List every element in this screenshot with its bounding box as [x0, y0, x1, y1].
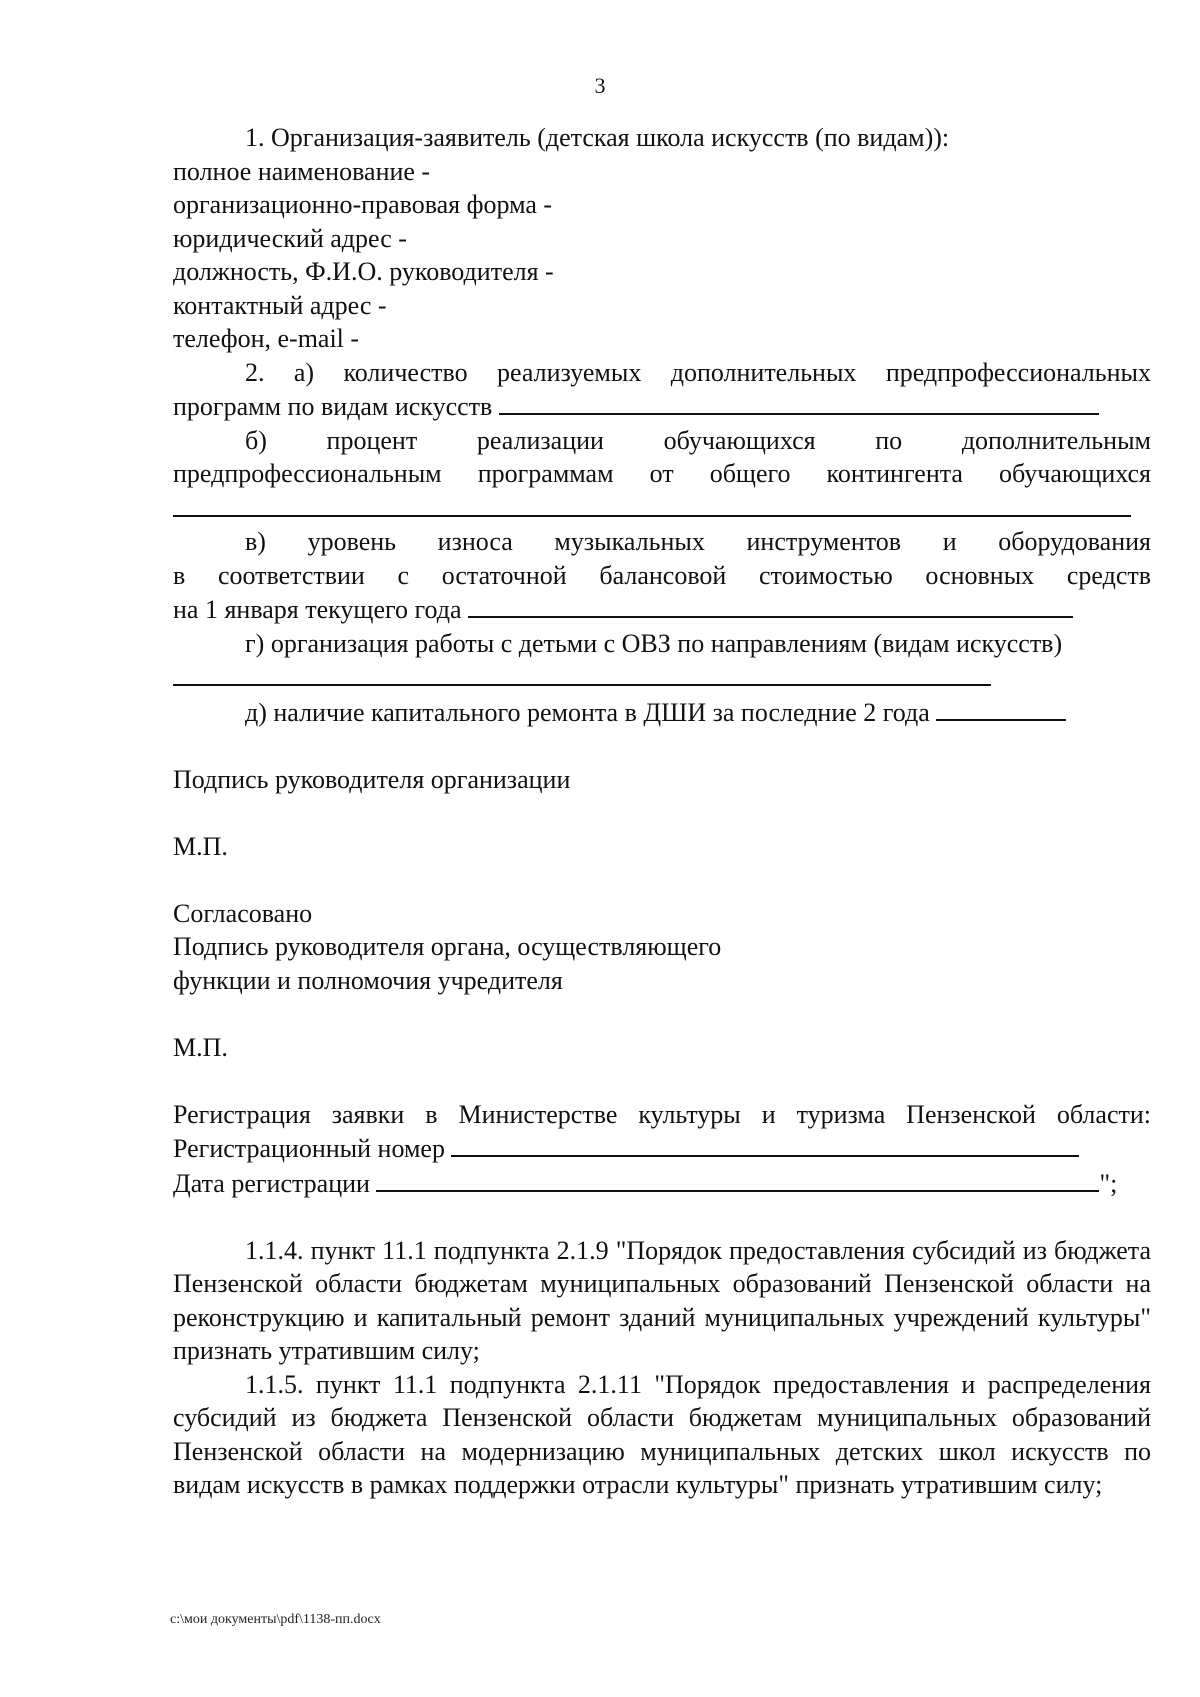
agreed-label: Согласовано	[173, 898, 313, 928]
field-contact-address: контактный адрес -	[173, 290, 387, 320]
item-v-label: на 1 января текущего года	[173, 595, 462, 624]
registration-number-label: Регистрационный номер	[173, 1134, 445, 1163]
founder-signature-line2: функции и полномочия учредителя	[173, 965, 563, 995]
item-v-line3	[173, 592, 1151, 627]
amendment-1-1-4: 1.1.4. пункт 11.1 подпункта 2.1.9 "Порядок предоставления субсидий из бюджета Пензенской области бюджетам муниципальных образований Пензенской области на реконструкцию и капитальный ремонт зданий муниципальных учреждений культуры" признать утратившим силу;	[173, 1235, 1151, 1365]
registration-number-line	[451, 1131, 1079, 1157]
field-phone-email: телефон, e-mail -	[173, 324, 360, 353]
document-body	[173, 121, 1151, 1502]
item-g-line2	[173, 660, 1151, 695]
page-number: 3	[594, 73, 606, 98]
field-legal-form: организационно-правовая форма -	[173, 190, 553, 219]
registration-date-row	[173, 1166, 1151, 1201]
item-a-blank-line	[499, 389, 1099, 415]
item-d-label: д) наличие капитального ремонта в ДШИ за последние 2 года	[245, 697, 930, 727]
item-a-label: программ по видам искусств	[173, 392, 493, 421]
item-b-blank-line	[173, 491, 1131, 517]
item-d-blank-line	[936, 695, 1066, 721]
stamp-mark-2: М.П.	[173, 1032, 228, 1062]
amendment-1-1-5: 1.1.5. пункт 11.1 подпункта 2.1.11 "Порядок предоставления и распределения субсидий из бюджета Пензенской области бюджетам муниципальных образований Пензенской области на модернизацию муниципальных детских школ искусств по видам искусств в рамках поддержки отрасли культуры" признать утратившим силу;	[173, 1369, 1151, 1499]
item-b-line2: предпрофессиональным программам от общего контингента обучающихся	[173, 459, 1151, 488]
item-b-line1: б) процент реализации обучающихся по дополнительным	[245, 425, 1151, 455]
item-g-blank-line	[173, 660, 991, 686]
item-v-line2: в соответствии с остаточной балансовой стоимостью основных средств	[173, 560, 1151, 590]
item-v-line1: в) уровень износа музыкальных инструментов и оборудования	[245, 527, 1151, 556]
stamp-mark-1: М.П.	[173, 831, 228, 861]
registration-title: Регистрация заявки в Министерстве культуры и туризма Пензенской области:	[173, 1099, 1151, 1129]
applicant-heading: 1. Организация-заявитель (детская школа искусств (по видам)):	[245, 123, 950, 152]
item-g-line1: г) организация работы с детьми с ОВЗ по направлениям (видам искусств)	[245, 628, 1063, 658]
item-d-line1	[173, 695, 1151, 730]
registration-date-line	[376, 1166, 1099, 1192]
item-a-line2	[173, 389, 1151, 424]
file-path-footer: c:\мои документы\pdf\1138-пп.docx	[170, 1612, 381, 1627]
head-signature: Подпись руководителя организации	[173, 764, 571, 794]
field-full-name: полное наименование -	[173, 156, 431, 186]
item-a-line1: 2. а) количество реализуемых дополнительных предпрофессиональных	[245, 357, 1151, 387]
item-b-line3	[173, 491, 1151, 526]
registration-number-row	[173, 1131, 1151, 1166]
field-head-position: должность, Ф.И.О. руководителя -	[173, 257, 554, 286]
field-legal-address: юридический адрес -	[173, 223, 407, 253]
founder-signature-line1: Подпись руководителя органа, осуществляющего	[173, 932, 722, 961]
registration-date-tail: ";	[1099, 1168, 1118, 1198]
item-v-blank-line	[468, 592, 1073, 618]
registration-date-label: Дата регистрации	[173, 1168, 370, 1198]
